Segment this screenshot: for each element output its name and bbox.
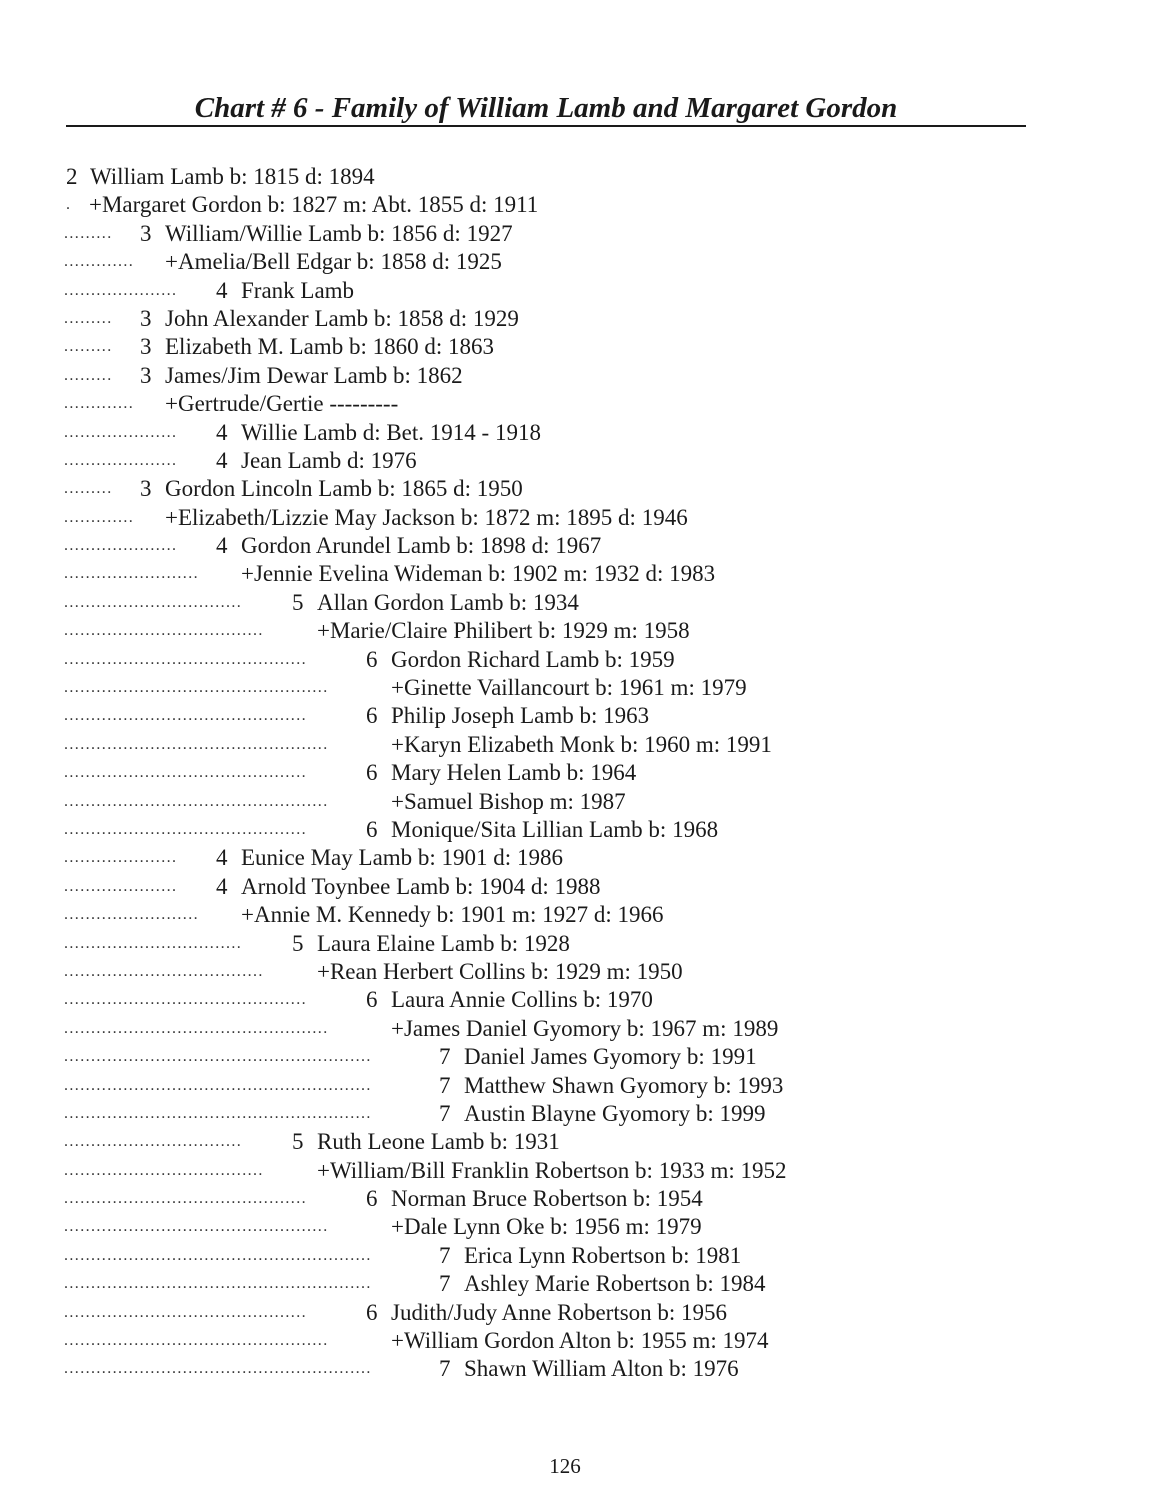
generation-number: 4 [216, 533, 228, 559]
person-entry [0, 759, 1168, 787]
generation-number: 6 [366, 1299, 378, 1325]
generation-number: 4 [216, 447, 228, 473]
title-underline [66, 125, 1026, 127]
person-entry [0, 1185, 1168, 1213]
entry-text: John Alexander Lamb b: 1858 d: 1929 [165, 305, 519, 331]
spouse-entry [0, 191, 1168, 219]
spouse-entry [0, 390, 1168, 418]
spouse-entry [0, 1157, 1168, 1185]
dot-leader: ............. [64, 508, 135, 526]
generation-number: 3 [140, 476, 152, 502]
spouse-entry [0, 248, 1168, 276]
entry-text: Mary Helen Lamb b: 1964 [391, 760, 637, 786]
person-entry [0, 163, 1168, 191]
dot-leader: ............................................. [64, 650, 307, 668]
entry-text: +Marie/Claire Philibert b: 1929 m: 1958 [317, 618, 690, 644]
dot-leader: ................................. [64, 593, 243, 611]
generation-number: 7 [439, 1044, 451, 1070]
entry-text: +William/Bill Franklin Robertson b: 1933 m: 1952 [317, 1157, 787, 1183]
dot-leader: ................................................. [64, 1218, 329, 1236]
person-entry [0, 1043, 1168, 1071]
dot-leader: ..................... [64, 537, 178, 555]
entry-text: Elizabeth M. Lamb b: 1860 d: 1863 [165, 334, 494, 360]
entry-text: +Gertrude/Gertie --------- [165, 391, 399, 417]
entry-text: Austin Blayne Gyomory b: 1999 [464, 1100, 766, 1126]
spouse-entry [0, 1015, 1168, 1043]
person-entry [0, 844, 1168, 872]
person-entry [0, 816, 1168, 844]
person-entry [0, 220, 1168, 248]
dot-leader: ......................................................... [64, 1076, 372, 1094]
spouse-entry [0, 1327, 1168, 1355]
dot-leader: ............................................. [64, 991, 307, 1009]
entry-text: William Lamb b: 1815 d: 1894 [90, 164, 375, 189]
person-entry [0, 873, 1168, 901]
dot-leader: ................................................. [64, 735, 329, 753]
dot-leader: ......................................................... [64, 1360, 372, 1378]
entry-text: Ashley Marie Robertson b: 1984 [464, 1271, 766, 1297]
person-entry [0, 1128, 1168, 1156]
dot-leader: ......................... [64, 906, 199, 924]
dot-leader: ................................. [64, 1133, 243, 1151]
entry-text: Philip Joseph Lamb b: 1963 [391, 703, 650, 729]
entry-text: Judith/Judy Anne Robertson b: 1956 [391, 1299, 728, 1325]
generation-number: 4 [216, 419, 228, 445]
generation-number: 7 [439, 1100, 451, 1126]
descendant-tree [0, 163, 1168, 1384]
person-entry [0, 1242, 1168, 1270]
person-entry [0, 532, 1168, 560]
entry-text: Frank Lamb [241, 277, 355, 303]
person-entry [0, 1270, 1168, 1298]
entry-text: Shawn William Alton b: 1976 [464, 1356, 739, 1382]
person-entry [0, 362, 1168, 390]
spouse-entry [0, 1213, 1168, 1241]
spouse-entry [0, 617, 1168, 645]
entry-text: +William Gordon Alton b: 1955 m: 1974 [391, 1328, 769, 1354]
dot-leader: ..................... [64, 281, 178, 299]
generation-number: 7 [439, 1242, 451, 1268]
dot-leader: ............................................. [64, 820, 307, 838]
person-entry [0, 277, 1168, 305]
entry-text: +Elizabeth/Lizzie May Jackson b: 1872 m: 1895 d: 1946 [165, 504, 688, 530]
dot-leader: ......... [64, 224, 113, 242]
dot-leader: ......... [64, 309, 113, 327]
entry-text: Laura Annie Collins b: 1970 [391, 987, 653, 1013]
generation-number: 3 [140, 334, 152, 360]
generation-number: 5 [292, 930, 304, 956]
generation-number: 7 [439, 1271, 451, 1297]
entry-text: Ruth Leone Lamb b: 1931 [317, 1129, 560, 1155]
generation-number: 7 [439, 1072, 451, 1098]
dot-leader: ......................... [64, 565, 199, 583]
generation-number: 6 [366, 816, 378, 842]
spouse-entry [0, 788, 1168, 816]
generation-number: 6 [366, 1186, 378, 1212]
dot-leader: ......................................................... [64, 1246, 372, 1264]
entry-text: Willie Lamb d: Bet. 1914 - 1918 [241, 419, 541, 445]
entry-text: +Annie M. Kennedy b: 1901 m: 1927 d: 1966 [241, 902, 664, 928]
generation-number: 3 [140, 220, 152, 246]
dot-leader: ......... [64, 338, 113, 356]
entry-text: Eunice May Lamb b: 1901 d: 1986 [241, 845, 563, 871]
entry-text: +James Daniel Gyomory b: 1967 m: 1989 [391, 1015, 779, 1041]
spouse-entry [0, 901, 1168, 929]
dot-leader: ............. [64, 253, 135, 271]
entry-text: Laura Elaine Lamb b: 1928 [317, 930, 570, 956]
entry-text: +Ginette Vaillancourt b: 1961 m: 1979 [391, 675, 747, 701]
dot-leader: ......................................................... [64, 1104, 372, 1122]
generation-number: 2 [66, 164, 78, 189]
dot-leader: ..................................... [64, 962, 264, 980]
spouse-entry [0, 674, 1168, 702]
entry-text: Daniel James Gyomory b: 1991 [464, 1044, 757, 1070]
generation-number: 4 [216, 277, 228, 303]
page-title: Chart # 6 - Family of William Lamb and Margaret Gordon [194, 92, 898, 124]
person-entry [0, 333, 1168, 361]
person-entry [0, 702, 1168, 730]
entry-text: Jean Lamb d: 1976 [241, 447, 417, 473]
person-entry [0, 419, 1168, 447]
dot-leader: ......................................................... [64, 1275, 372, 1293]
generation-number: 6 [366, 703, 378, 729]
page-number: 126 [549, 1454, 581, 1478]
dot-leader: ................................. [64, 934, 243, 952]
dot-leader: ............................................. [64, 764, 307, 782]
dot-leader: . [66, 196, 72, 214]
dot-leader: ................................................. [64, 1019, 329, 1037]
person-entry [0, 447, 1168, 475]
entry-text: +Rean Herbert Collins b: 1929 m: 1950 [317, 958, 683, 984]
generation-number: 7 [439, 1356, 451, 1382]
dot-leader: ......... [64, 480, 113, 498]
entry-text: Matthew Shawn Gyomory b: 1993 [464, 1072, 784, 1098]
person-entry [0, 1299, 1168, 1327]
generation-number: 5 [292, 1129, 304, 1155]
dot-leader: ............................................. [64, 707, 307, 725]
dot-leader: ..................... [64, 849, 178, 867]
spouse-entry [0, 958, 1168, 986]
dot-leader: ................................................. [64, 792, 329, 810]
person-entry [0, 589, 1168, 617]
entry-text: +Samuel Bishop m: 1987 [391, 788, 626, 814]
entry-text: Gordon Lincoln Lamb b: 1865 d: 1950 [165, 476, 523, 502]
entry-text: Erica Lynn Robertson b: 1981 [464, 1242, 742, 1268]
spouse-entry [0, 731, 1168, 759]
dot-leader: ......................................................... [64, 1048, 372, 1066]
entry-text: James/Jim Dewar Lamb b: 1862 [165, 362, 463, 388]
dot-leader: ................................................. [64, 679, 329, 697]
dot-leader: ......... [64, 366, 113, 384]
generation-number: 4 [216, 873, 228, 899]
dot-leader: ............................................. [64, 1190, 307, 1208]
entry-text: +Jennie Evelina Wideman b: 1902 m: 1932 d: 1983 [241, 561, 716, 587]
person-entry [0, 1100, 1168, 1128]
entry-text: Monique/Sita Lillian Lamb b: 1968 [391, 816, 719, 842]
person-entry [0, 1072, 1168, 1100]
entry-text: Allan Gordon Lamb b: 1934 [317, 589, 579, 615]
dot-leader: ................................................. [64, 1332, 329, 1350]
dot-leader: ............. [64, 395, 135, 413]
dot-leader: ..................... [64, 877, 178, 895]
entry-text: Norman Bruce Robertson b: 1954 [391, 1186, 703, 1212]
person-entry [0, 1355, 1168, 1383]
dot-leader: ............................................. [64, 1303, 307, 1321]
spouse-entry [0, 504, 1168, 532]
person-entry [0, 305, 1168, 333]
generation-number: 3 [140, 362, 152, 388]
entry-text: +Karyn Elizabeth Monk b: 1960 m: 1991 [391, 731, 772, 757]
entry-text: +Amelia/Bell Edgar b: 1858 d: 1925 [165, 249, 502, 275]
generation-number: 4 [216, 845, 228, 871]
entry-text: Gordon Richard Lamb b: 1959 [391, 646, 675, 672]
generation-number: 6 [366, 987, 378, 1013]
dot-leader: ..................................... [64, 622, 264, 640]
entry-text: Arnold Toynbee Lamb b: 1904 d: 1988 [241, 873, 601, 899]
person-entry [0, 986, 1168, 1014]
dot-leader: ..................................... [64, 1161, 264, 1179]
generation-number: 6 [366, 646, 378, 672]
entry-text: William/Willie Lamb b: 1856 d: 1927 [165, 220, 513, 246]
person-entry [0, 930, 1168, 958]
spouse-entry [0, 560, 1168, 588]
dot-leader: ..................... [64, 423, 178, 441]
entry-text: +Dale Lynn Oke b: 1956 m: 1979 [391, 1214, 702, 1240]
entry-text: +Margaret Gordon b: 1827 m: Abt. 1855 d: 1911 [89, 192, 539, 218]
dot-leader: ..................... [64, 451, 178, 469]
generation-number: 6 [366, 760, 378, 786]
person-entry [0, 475, 1168, 503]
person-entry [0, 646, 1168, 674]
generation-number: 5 [292, 589, 304, 615]
generation-number: 3 [140, 305, 152, 331]
entry-text: Gordon Arundel Lamb b: 1898 d: 1967 [241, 533, 602, 559]
